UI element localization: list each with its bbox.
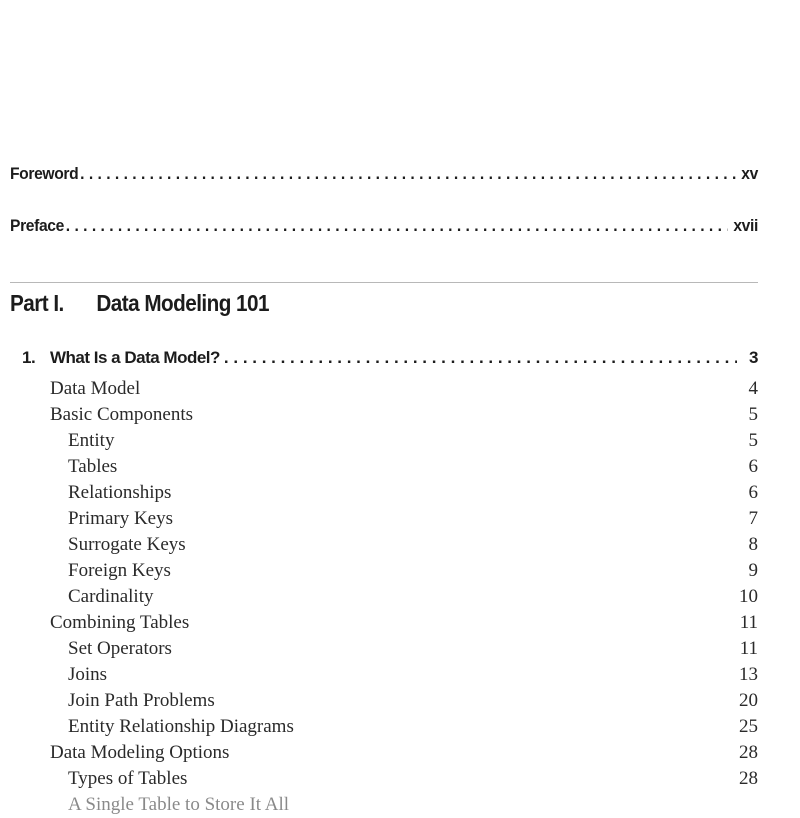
toc-item-title: Cardinality [68,586,154,607]
toc-item-page: 6 [748,482,758,503]
toc-item-page: 10 [739,586,758,607]
toc-subsection[interactable] [0,792,800,818]
part-heading [10,290,269,317]
toc-item-page: 25 [739,716,758,737]
toc-subsection[interactable] [0,688,800,714]
toc-subsection[interactable] [0,428,800,454]
toc-item-title: Entity [68,430,115,451]
part-title: Data Modeling 101 [96,290,269,316]
toc-entry-page: xv [741,164,758,183]
toc-item-page: 20 [739,690,758,711]
toc-subsection[interactable] [0,766,800,792]
toc-subsection[interactable] [0,532,800,558]
toc-section[interactable] [0,610,800,636]
dot-leader [224,348,737,368]
chapter-page: 3 [749,348,758,367]
toc-item-title: A Single Table to Store It All [68,794,290,815]
toc-section[interactable] [0,740,800,766]
toc-item-title: Data Modeling Options [50,742,230,763]
toc-section-list [0,376,800,818]
toc-entry-page: xvii [733,216,758,235]
toc-item-page: 7 [748,508,758,529]
part-number: Part I. [10,290,64,316]
toc-item-title: Join Path Problems [68,690,215,711]
toc-subsection[interactable] [0,636,800,662]
part-divider [10,282,758,283]
toc-item-page: 28 [739,768,758,789]
toc-item-page: 11 [739,638,758,659]
toc-item-title: Types of Tables [68,768,188,789]
toc-entry-foreword[interactable] [10,164,758,184]
toc-entry-preface[interactable] [10,216,758,236]
toc-item-title: Joins [68,664,108,685]
toc-item-title: Data Model [50,378,141,399]
toc-subsection[interactable] [0,480,800,506]
toc-item-page: 5 [748,430,758,451]
toc-item-page: 5 [748,404,758,425]
chapter-number: 1. [22,348,36,367]
toc-item-title: Set Operators [68,638,172,659]
toc-item-page: 4 [748,378,758,399]
toc-item-title: Basic Components [50,404,194,425]
dot-leader [80,164,736,184]
toc-item-page: 6 [748,456,758,477]
toc-section[interactable] [0,402,800,428]
chapter-title: What Is a Data Model? [50,348,220,367]
toc-item-title: Primary Keys [68,508,174,529]
toc-subsection[interactable] [0,506,800,532]
toc-item-page: 8 [748,534,758,555]
toc-subsection[interactable] [0,662,800,688]
toc-item-page: 13 [739,664,758,685]
toc-section[interactable] [0,376,800,402]
toc-subsection[interactable] [0,714,800,740]
toc-item-page: 11 [739,612,758,633]
toc-item-page: 28 [739,742,758,763]
toc-item-title: Surrogate Keys [68,534,186,555]
toc-chapter-1[interactable] [22,348,758,368]
toc-entry-title: Foreword [10,164,79,183]
toc-item-title: Entity Relationship Diagrams [68,716,294,737]
toc-item-title: Relationships [68,482,172,503]
toc-item-page: 9 [748,560,758,581]
toc-subsection[interactable] [0,584,800,610]
toc-subsection[interactable] [0,558,800,584]
toc-subsection[interactable] [0,454,800,480]
toc-entry-title: Preface [10,216,64,235]
toc-item-title: Combining Tables [50,612,190,633]
toc-item-title: Tables [68,456,118,477]
toc-item-title: Foreign Keys [68,560,171,581]
dot-leader [66,216,728,236]
